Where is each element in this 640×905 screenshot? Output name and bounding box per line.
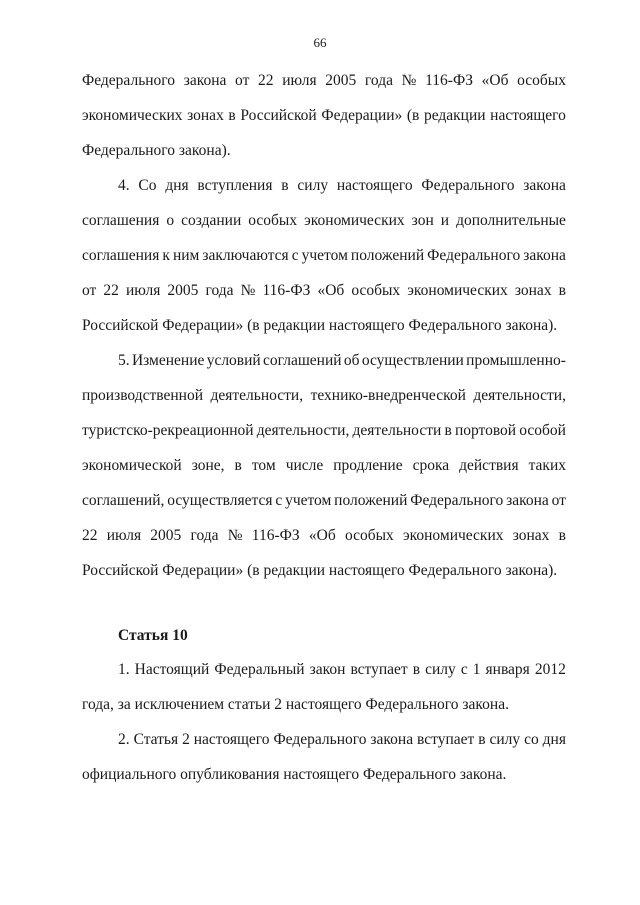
- text-line: экономической зоне, в том числе продление срока действия таких: [82, 457, 566, 474]
- paragraph-p-cont: [82, 70, 566, 175]
- text-line: Российской Федерации» (в редакции настоящего Федерального закона).: [82, 562, 558, 579]
- text-line: Федерального закона от 22 июля 2005 года № 116-ФЗ «Об особых: [82, 72, 566, 89]
- text-line: 22 июля 2005 года № 116-ФЗ «Об особых экономических зонах в: [82, 527, 566, 544]
- text-line: 2. Статья 2 настоящего Федерального закона вступает в силу со дня: [118, 731, 566, 748]
- paragraph-p5: [82, 350, 566, 595]
- text-line: 4. Со дня вступления в силу настоящего Федерального закона: [118, 177, 566, 194]
- article-10-body: [82, 659, 566, 799]
- text-line: года, за исключением статьи 2 настоящего Федерального закона.: [82, 696, 509, 713]
- paragraph-p4: [82, 175, 566, 350]
- text-line: туристско-рекреационной деятельности, деятельности в портовой особой: [82, 422, 566, 439]
- text-line: соглашения о создании особых экономических зон и дополнительные: [82, 212, 566, 229]
- text-line: соглашения к ним заключаются с учетом положений Федерального закона: [82, 247, 566, 264]
- paragraph-a10-2: [82, 729, 566, 799]
- text-line: официального опубликования настоящего Федерального закона.: [82, 766, 507, 783]
- text-line: Федерального закона).: [82, 142, 231, 159]
- article-9-continuation: [82, 70, 566, 595]
- text-line: соглашений, осуществляется с учетом положений Федерального закона от: [82, 492, 566, 509]
- article-heading: Статья 10: [118, 627, 188, 644]
- paragraph-a10-1: [82, 659, 566, 729]
- text-line: экономических зонах в Российской Федерации» (в редакции настоящего: [82, 107, 566, 124]
- text-line: 1. Настоящий Федеральный закон вступает в силу с 1 января 2012: [118, 661, 566, 678]
- page-number: 66: [313, 35, 327, 50]
- text-line: производственной деятельности, технико-внедренческой деятельности,: [82, 387, 566, 404]
- text-line: от 22 июля 2005 года № 116-ФЗ «Об особых экономических зонах в: [82, 282, 566, 299]
- text-line: Российской Федерации» (в редакции настоящего Федерального закона).: [82, 317, 558, 334]
- text-line: 5. Изменение условий соглашений об осуществлении промышленно-: [118, 352, 566, 369]
